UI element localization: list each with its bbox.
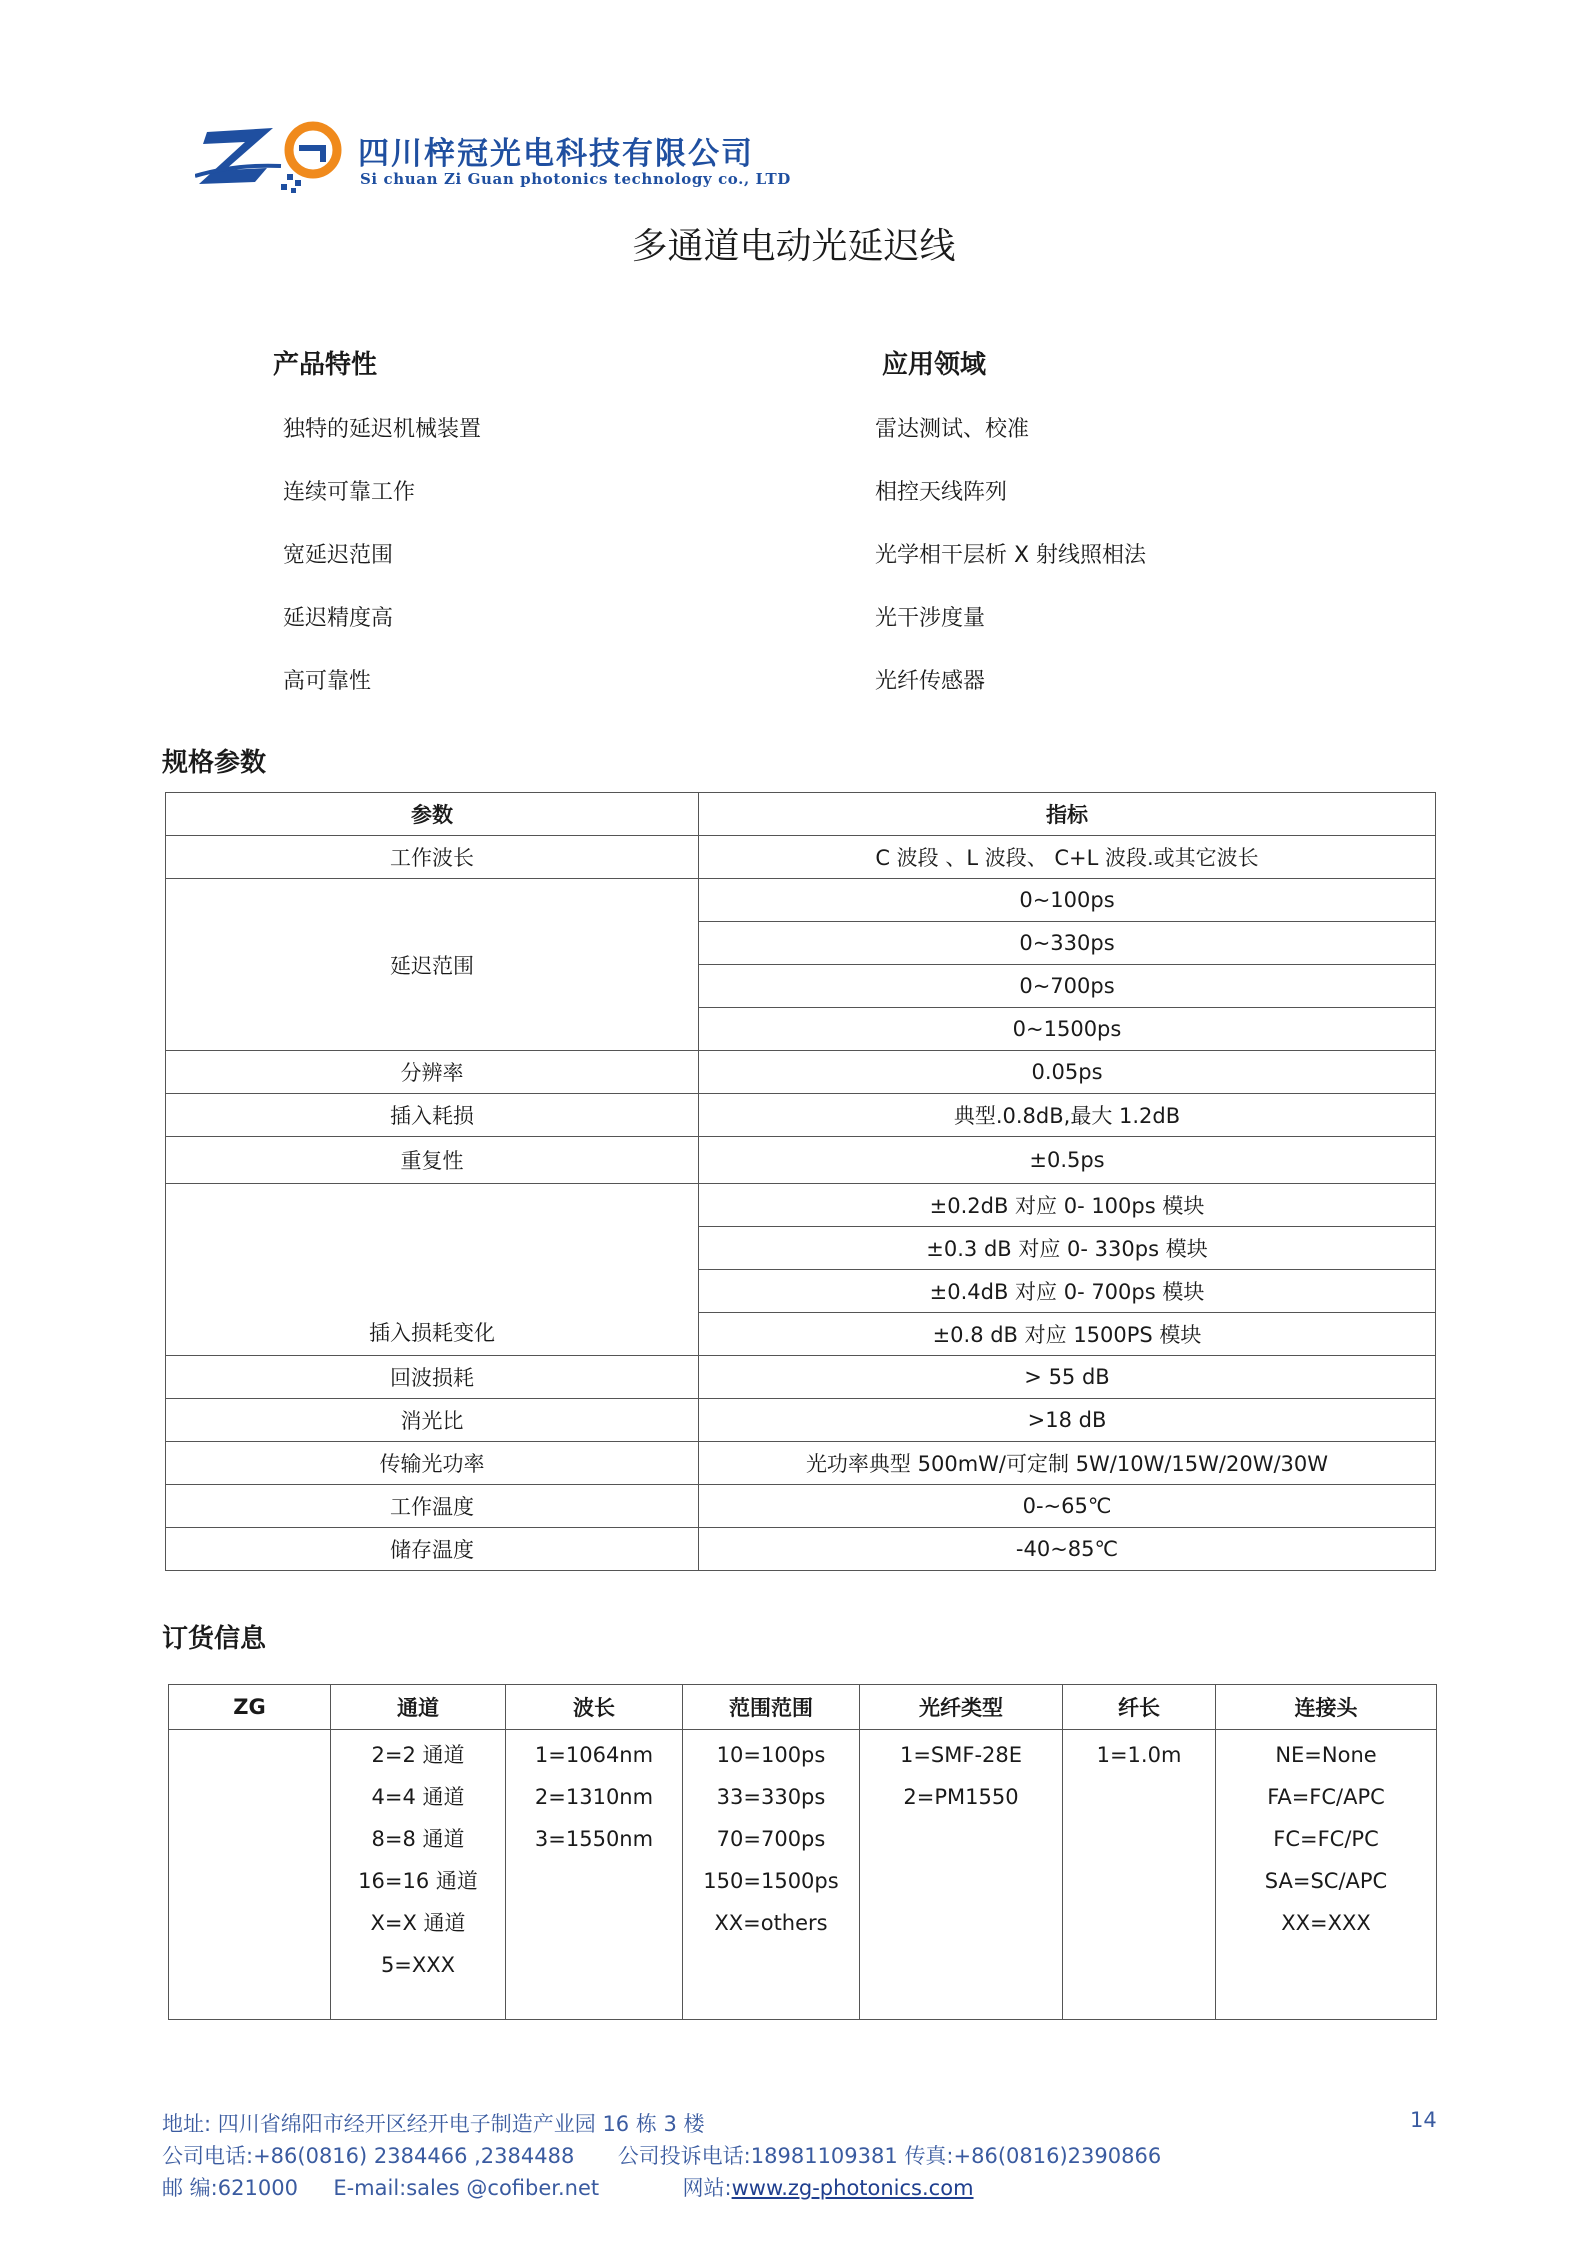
spec-value: 光功率典型 500mW/可定制 5W/10W/15W/20W/30W bbox=[699, 1442, 1436, 1485]
applications-heading: 应用领域 bbox=[882, 350, 987, 380]
spec-heading: 规格参数 bbox=[162, 748, 267, 778]
spec-value: C 波段 、L 波段、 C+L 波段.或其它波长 bbox=[699, 836, 1436, 879]
order-col-header: 连接头 bbox=[1216, 1685, 1437, 1730]
feature-item: 连续可靠工作 bbox=[283, 480, 416, 505]
spec-param-name: 工作温度 bbox=[166, 1485, 699, 1528]
order-option: 33=330ps bbox=[716, 1785, 826, 1809]
order-option: SA=SC/APC bbox=[1264, 1869, 1388, 1893]
complaint-value: 18981109381 bbox=[750, 2144, 898, 2168]
application-item: 光纤传感器 bbox=[875, 669, 986, 694]
order-option: 70=700ps bbox=[716, 1827, 826, 1851]
spec-param-name: 插入耗损 bbox=[166, 1094, 699, 1137]
spec-header-value: 指标 bbox=[699, 793, 1436, 836]
company-logo bbox=[195, 118, 345, 198]
order-col-length bbox=[1063, 1730, 1216, 2020]
order-col-connector bbox=[1216, 1730, 1437, 2020]
spec-value: ±0.2dB 对应 0- 100ps 模块 bbox=[699, 1184, 1436, 1227]
spec-value: 0~330ps bbox=[699, 922, 1436, 965]
spec-value: >18 dB bbox=[699, 1399, 1436, 1442]
website-label: 网站: bbox=[682, 2176, 732, 2200]
spec-value: ±0.8 dB 对应 1500PS 模块 bbox=[699, 1313, 1436, 1356]
address-label: 地址: bbox=[162, 2112, 212, 2136]
order-col-header: 波长 bbox=[506, 1685, 683, 1730]
website-link[interactable]: www.zg-photonics.com bbox=[731, 2176, 974, 2200]
spec-param-name: 储存温度 bbox=[166, 1528, 699, 1571]
order-option: 5=XXX bbox=[380, 1953, 456, 1977]
spec-value: > 55 dB bbox=[699, 1356, 1436, 1399]
company-name-en: Si chuan Zi Guan photonics technology co., LTD bbox=[360, 170, 791, 188]
order-option: 2=2 通道 bbox=[371, 1743, 465, 1767]
fax-label: 传真: bbox=[904, 2144, 954, 2168]
order-option: 1=1.0m bbox=[1096, 1743, 1182, 1767]
order-option: FA=FC/APC bbox=[1267, 1785, 1385, 1809]
order-col-zg bbox=[169, 1730, 331, 2020]
order-col-header: 范围范围 bbox=[683, 1685, 860, 1730]
order-table bbox=[168, 1684, 1437, 2020]
order-option: 1=1064nm bbox=[534, 1743, 654, 1767]
application-item: 光干涉度量 bbox=[875, 606, 986, 631]
spec-table bbox=[165, 792, 1436, 1571]
order-option: XX=others bbox=[714, 1911, 828, 1935]
spec-value: -40~85℃ bbox=[699, 1528, 1436, 1571]
email-value: sales @cofiber.net bbox=[406, 2176, 600, 2200]
order-col-fiber bbox=[860, 1730, 1063, 2020]
page-number: 14 bbox=[1410, 2108, 1437, 2132]
footer-contact bbox=[162, 2172, 974, 2202]
spec-param-name: 插入损耗变化 bbox=[166, 1184, 699, 1356]
order-col-header: 光纤类型 bbox=[860, 1685, 1063, 1730]
order-option: 3=1550nm bbox=[534, 1827, 654, 1851]
postcode-value: 621000 bbox=[217, 2176, 298, 2200]
order-option: XX=XXX bbox=[1281, 1911, 1371, 1935]
order-option: 16=16 通道 bbox=[358, 1869, 478, 1893]
spec-param-name: 工作波长 bbox=[166, 836, 699, 879]
application-item: 光学相干层析 X 射线照相法 bbox=[875, 543, 1147, 568]
order-heading: 订货信息 bbox=[162, 1624, 267, 1654]
spec-param-name: 分辨率 bbox=[166, 1051, 699, 1094]
spec-value: ±0.5ps bbox=[699, 1137, 1436, 1184]
feature-item: 高可靠性 bbox=[283, 669, 372, 694]
spec-value: 0~700ps bbox=[699, 965, 1436, 1008]
footer-phones bbox=[162, 2140, 1161, 2170]
order-col-channels bbox=[331, 1730, 506, 2020]
order-col-wavelength bbox=[506, 1730, 683, 2020]
features-heading: 产品特性 bbox=[273, 350, 378, 380]
order-option: 4=4 通道 bbox=[371, 1785, 465, 1809]
feature-item: 独特的延迟机械装置 bbox=[283, 417, 482, 442]
footer-address bbox=[162, 2108, 705, 2138]
spec-header-param: 参数 bbox=[166, 793, 699, 836]
company-name-cn: 四川梓冠光电科技有限公司 bbox=[358, 136, 754, 172]
order-option: 1=SMF-28E bbox=[899, 1743, 1023, 1767]
order-option: 2=PM1550 bbox=[903, 1785, 1019, 1809]
page-title: 多通道电动光延迟线 bbox=[631, 226, 956, 267]
spec-value: 0~1500ps bbox=[699, 1008, 1436, 1051]
order-col-header: 通道 bbox=[331, 1685, 506, 1730]
spec-param-name: 回波损耗 bbox=[166, 1356, 699, 1399]
phone-value: +86(0816) 2384466 ,2384488 bbox=[253, 2144, 575, 2168]
spec-value: 0-~65℃ bbox=[699, 1485, 1436, 1528]
order-option: 8=8 通道 bbox=[371, 1827, 465, 1851]
order-col-header: ZG bbox=[169, 1685, 331, 1730]
application-item: 雷达测试、校准 bbox=[875, 417, 1030, 442]
order-col-range bbox=[683, 1730, 860, 2020]
spec-value: 0~100ps bbox=[699, 879, 1436, 922]
address-value: 四川省绵阳市经开区经开电子制造产业园 16 栋 3 楼 bbox=[217, 2112, 705, 2136]
order-option: 10=100ps bbox=[716, 1743, 826, 1767]
order-option: NE=None bbox=[1275, 1743, 1377, 1767]
spec-value: 0.05ps bbox=[699, 1051, 1436, 1094]
email-label: E-mail: bbox=[333, 2176, 407, 2200]
feature-item: 延迟精度高 bbox=[283, 606, 394, 631]
complaint-label: 公司投诉电话: bbox=[617, 2144, 751, 2168]
postcode-label: 邮 编: bbox=[162, 2176, 218, 2200]
feature-item: 宽延迟范围 bbox=[283, 543, 394, 568]
spec-param-name: 消光比 bbox=[166, 1399, 699, 1442]
order-option: 150=1500ps bbox=[703, 1869, 839, 1893]
spec-value: 典型.0.8dB,最大 1.2dB bbox=[699, 1094, 1436, 1137]
order-option: 2=1310nm bbox=[534, 1785, 654, 1809]
spec-value: ±0.3 dB 对应 0- 330ps 模块 bbox=[699, 1227, 1436, 1270]
spec-param-name: 重复性 bbox=[166, 1137, 699, 1184]
order-col-header: 纤长 bbox=[1063, 1685, 1216, 1730]
spec-param-name: 延迟范围 bbox=[166, 879, 699, 1051]
application-item: 相控天线阵列 bbox=[875, 480, 1008, 505]
phone-label: 公司电话: bbox=[162, 2144, 254, 2168]
order-option: X=X 通道 bbox=[370, 1911, 466, 1935]
fax-value: +86(0816)2390866 bbox=[953, 2144, 1162, 2168]
spec-value: ±0.4dB 对应 0- 700ps 模块 bbox=[699, 1270, 1436, 1313]
spec-param-name: 传输光功率 bbox=[166, 1442, 699, 1485]
order-option: FC=FC/PC bbox=[1273, 1827, 1379, 1851]
